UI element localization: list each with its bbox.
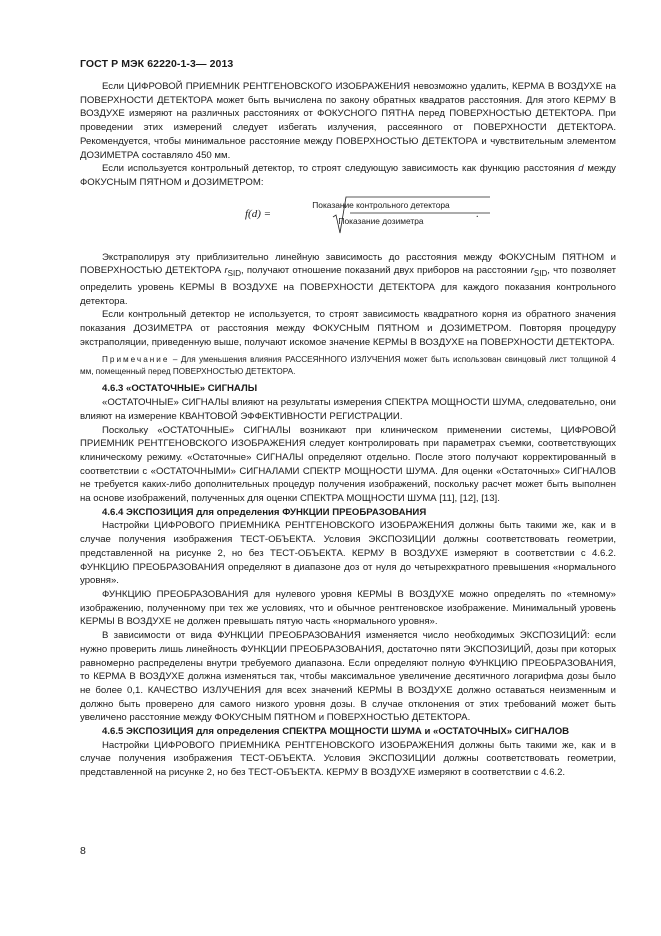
note (80, 354, 616, 378)
paragraph-kerma-inverse-square: Если ЦИФРОВОЙ ПРИЕМНИК РЕНТГЕНОВСКОГО ИЗОБРАЖЕНИЯ невозможно удалить, КЕРМА В ВОЗДУХЕ на ПОВЕРХНОСТИ ДЕТЕКТОРА может быть вычислена по закону обратных квадратов расстояния. Для этого КЕРМУ В ВОЗДУХЕ измеряют на различных расстояниях от ФОКУСНОГО ПЯТНА перед ПОВЕРХНОСТЬЮ ДЕТЕКТОРА. При проведении этих измерений следует избегать излучения, рассеянного от ПОВЕРХНОСТИ ДЕТЕКТОРА. Рекомендуется, чтобы минимальное расстояние между ПОВЕРХНОСТЬЮ ДЕТЕКТОРА и чувствительным элементом ДОЗИМЕТРА составляло 450 мм. (80, 81, 616, 161)
formula-denominator: Показание дозиметра (338, 215, 424, 226)
heading-4-6-3: 4.6.3 «ОСТАТОЧНЫЕ» СИГНАЛЫ (102, 383, 258, 395)
paragraph-text: Экстраполируя эту приблизительно линейную зависимость до расстояния между ФОКУСНЫМ ПЯТНОМ и ПОВЕРХНОСТЬЮ ДЕТЕКТОРА (80, 251, 616, 277)
paragraph-text: , получают отношение показаний двух приборов на расстоянии (241, 265, 531, 277)
formula-lhs: f(d) = (245, 207, 272, 220)
variable-d: d (578, 163, 584, 175)
document-header: ГОСТ Р МЭК 62220-1-3— 2013 (80, 58, 234, 70)
subscript-sid: SID (533, 269, 548, 279)
page-number: 8 (80, 845, 86, 857)
note-text: – Для уменьшения влияния РАССЕЯННОГО ИЗЛУЧЕНИЯ может быть использован свинцовый лист толщиной 4 мм, помещенный перед ПОВЕРХНОСТЬЮ ДЕТЕКТОРА. (80, 355, 616, 377)
paragraph-extrapolation (80, 251, 616, 309)
formula-fd (80, 193, 616, 245)
paragraph-conversion-3: В зависимости от вида ФУНКЦИИ ПРЕОБРАЗОВАНИЯ изменяется число необходимых ЭКСПОЗИЦИЙ: если нужно проверить лишь линейность ФУНКЦИИ ПРЕОБРАЗОВАНИЯ, достаточно пяти ЭКСПОЗИЦИЙ, дозы при которых равномерно распределены внутри требуемого диапазона. Если определяют полную ФУНКЦИЮ ПРЕОБРАЗОВАНИЯ, то КЕРМА В ВОЗДУХЕ должна изменяться так, чтобы максимальное увеличение десятичного логарифма дозы было не более 0,1. КАЧЕСТВО ИЗЛУЧЕНИЯ для всех значений КЕРМЫ В ВОЗДУХЕ должно оставаться неизменным и должно быть проверено для самого низкого уровня дозы. В случае отклонения от этих требований может быть увеличено расстояние между ФОКУСНЫМ ПЯТНОМ и ПОВЕРХНОСТЬЮ ДЕТЕКТОРА. (80, 630, 616, 724)
paragraph-residual-signals-1: «ОСТАТОЧНЫЕ» СИГНАЛЫ влияют на результаты измерения СПЕКТРА МОЩНОСТИ ШУМА, следовательно, они влияют на измерение КВАНТОВОЙ ЭФФЕКТИВНОСТИ РЕГИСТРАЦИИ. (80, 397, 616, 422)
paragraph-text: между ФОКУСНЫМ ПЯТНОМ и ДОЗИМЕТРОМ: (80, 163, 616, 188)
paragraph-noise-exposure: Настройки ЦИФРОВОГО ПРИЕМНИКА РЕНТГЕНОВСКОГО ИЗОБРАЖЕНИЯ должны быть такими же, как и в случае получения изображения ТЕСТ-ОБЪЕКТА. Условия ЭКСПОЗИЦИИ должны соответствовать геометрии, представленной на рисунке 2, но без ТЕСТ-ОБЪЕКТА. КЕРМУ В ВОЗДУХЕ измеряют в соответствии с 4.6.2. (80, 739, 616, 779)
paragraph-no-control-detector: Если контрольный детектор не используется, то строят зависимость квадратного корня из обратного значения показания ДОЗИМЕТРА от расстояния между ФОКУСНЫМ ПЯТНОМ и ДОЗИМЕТРОМ. Повторяя процедуру экстраполяции, приведенную выше, получают искомое значение КЕРМЫ В ВОЗДУХЕ на ПОВЕРХНОСТИ ДЕТЕКТОРА. (80, 309, 616, 348)
paragraph-text: , что позволяет определить уровень КЕРМЫ В ВОЗДУХЕ на ПОВЕРХНОСТИ ДЕТЕКТОРА для каждого показания контрольного детектора. (80, 265, 616, 307)
note-label: Примечание (102, 355, 170, 365)
heading-4-6-5: 4.6.5 ЭКСПОЗИЦИЯ для определения СПЕКТРА МОЩНОСТИ ШУМА и «ОСТАТОЧНЫХ» СИГНАЛОВ (102, 726, 570, 738)
variable-r: r (224, 265, 228, 277)
paragraph-conversion-1: Настройки ЦИФРОВОГО ПРИЕМНИКА РЕНТГЕНОВСКОГО ИЗОБРАЖЕНИЯ должны быть такими же, как и в случае получения изображения ТЕСТ-ОБЪЕКТА. Условия ЭКСПОЗИЦИИ должны соответствовать геометрии, представленной на рисунке 2, но без ТЕСТ-ОБЪЕКТА. КЕРМУ В ВОЗДУХЕ измеряют в соответствии с 4.6.2. ФУНКЦИЮ ПРЕОБРАЗОВАНИЯ определяют в диапазоне доз от нуля до четырехкратного превышения «нормального уровня». (80, 520, 616, 587)
paragraph-conversion-2: ФУНКЦИЮ ПРЕОБРАЗОВАНИЯ для нулевого уровня КЕРМЫ В ВОЗДУХЕ можно определять по «темному» изображению, полученному при тех же условиях, что и обычное рентгеновское изображение. Минимальный уровень КЕРМЫ В ВОЗДУХЕ не должен превышать пятую часть «нормального уровня». (80, 589, 616, 628)
subscript-sid: SID (227, 269, 242, 279)
formula-numerator: Показание контрольного детектора (312, 199, 450, 210)
heading-4-6-4: 4.6.4 ЭКСПОЗИЦИЯ для определения ФУНКЦИИ ПРЕОБРАЗОВАНИЯ (102, 506, 427, 518)
paragraph-control-detector (80, 162, 616, 189)
paragraph-text: Если используется контрольный детектор, то строят следующую зависимость как функцию расстояния (102, 163, 579, 175)
document-body (80, 80, 616, 780)
paragraph-residual-signals-2: Поскольку «ОСТАТОЧНЫЕ» СИГНАЛЫ возникают при клиническом применении системы, ЦИФРОВОЙ ПРИЕМНИК РЕНТГЕНОВСКОГО ИЗОБРАЖЕНИЯ следует контролировать при параметрах съемки, соответствующих клиническому режиму. «Остаточные» СИГНАЛЫ определяют отдельно. После этого получают корректированный в соответствии с «ОСТАТОЧНЫМИ» СИГНАЛАМИ СПЕКТР МОЩНОСТИ ШУМА. Для оценки «Остаточных» СИГНАЛОВ не требуется каких-либо дополнительных процедур получения изображений, поскольку расчет может быть выполнен на основе изображений, полученных для оценки СПЕКТРА МОЩНОСТИ ШУМА [11], [12], [13]. (80, 424, 616, 505)
formula-period: . (476, 208, 479, 220)
variable-r: r (530, 265, 534, 277)
